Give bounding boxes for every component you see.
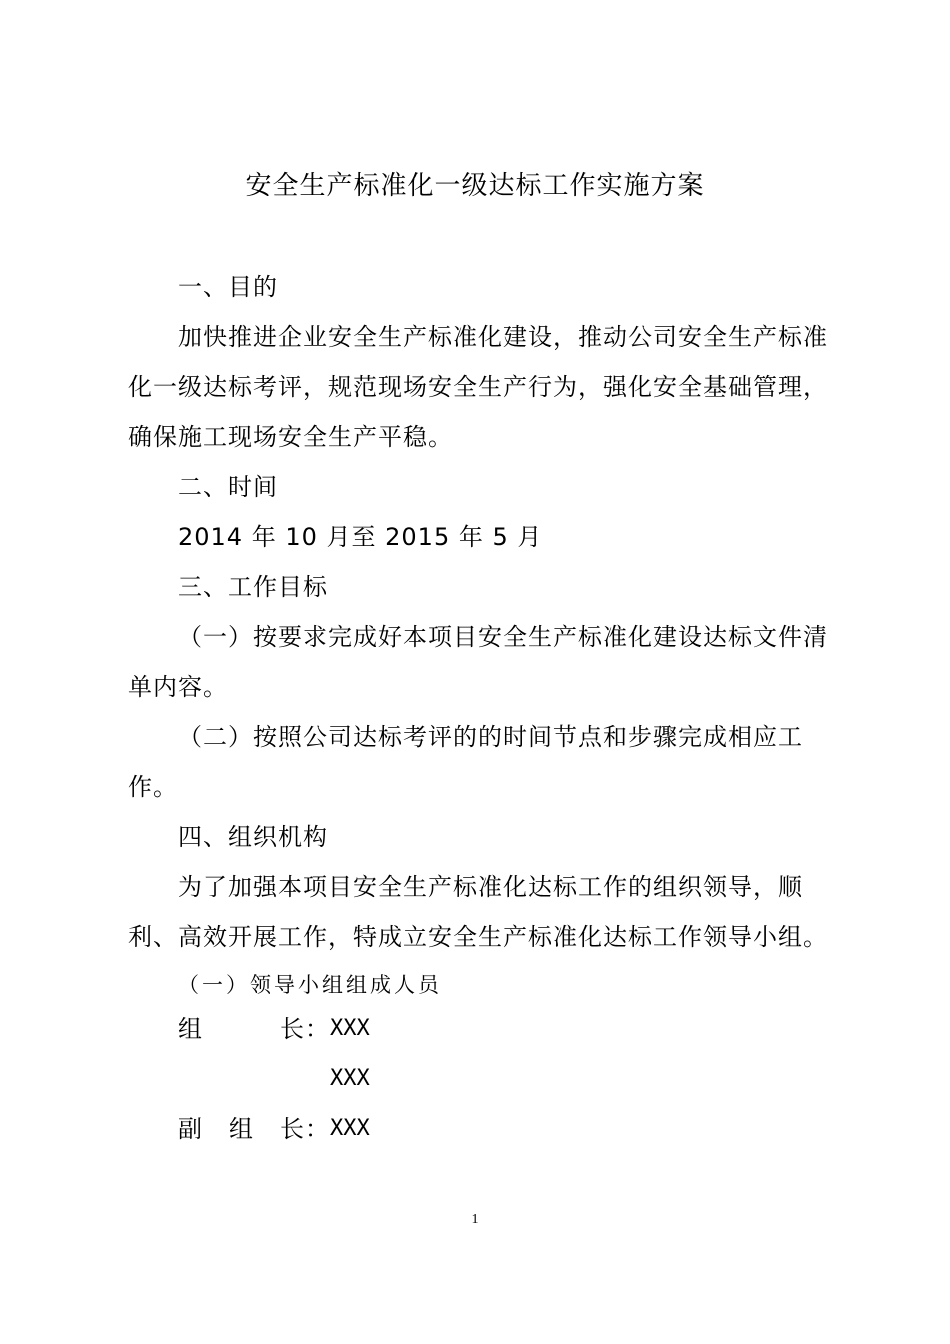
section-2-heading: 二、时间 xyxy=(178,473,278,501)
section-2-body: 2014 年 10 月至 2015 年 5 月 xyxy=(178,523,543,551)
section-1-body: 加快推进企业安全生产标准化建设，推动公司安全生产标准化一级达标考评，规范现场安全生产行为，强化安全基础管理，确保施工现场安全生产平稳。 xyxy=(128,323,828,451)
section-1-heading: 一、目的 xyxy=(178,273,278,301)
deputy-label-char-2: 组 xyxy=(229,1115,254,1143)
leader-name-2: XXX xyxy=(330,1066,370,1091)
section-4-heading: 四、组织机构 xyxy=(178,823,328,851)
section-3-item-2: （二）按照公司达标考评的的时间节点和步骤完成相应工作。 xyxy=(128,723,803,801)
section-4-body: 为了加强本项目安全生产标准化达标工作的组织领导，顺利、高效开展工作，特成立安全生产标准化达标工作领导小组。 xyxy=(128,873,828,951)
section-3-heading: 三、工作目标 xyxy=(178,573,328,601)
leader-label-char-2: 长： xyxy=(280,1015,330,1043)
deputy-name: XXX xyxy=(330,1116,370,1141)
deputy-label-char-1: 副 xyxy=(178,1115,203,1143)
document-title: 安全生产标准化一级达标工作实施方案 xyxy=(245,171,705,201)
leader-label-char-1: 组 xyxy=(178,1015,203,1043)
leader-name-1: XXX xyxy=(330,1016,370,1041)
section-4-subheading: （一）领导小组组成人员 xyxy=(178,973,442,997)
section-3-item-1: （一）按要求完成好本项目安全生产标准化建设达标文件清单内容。 xyxy=(128,623,828,701)
page-number: 1 xyxy=(471,1212,479,1227)
deputy-label-char-3: 长： xyxy=(280,1115,330,1143)
